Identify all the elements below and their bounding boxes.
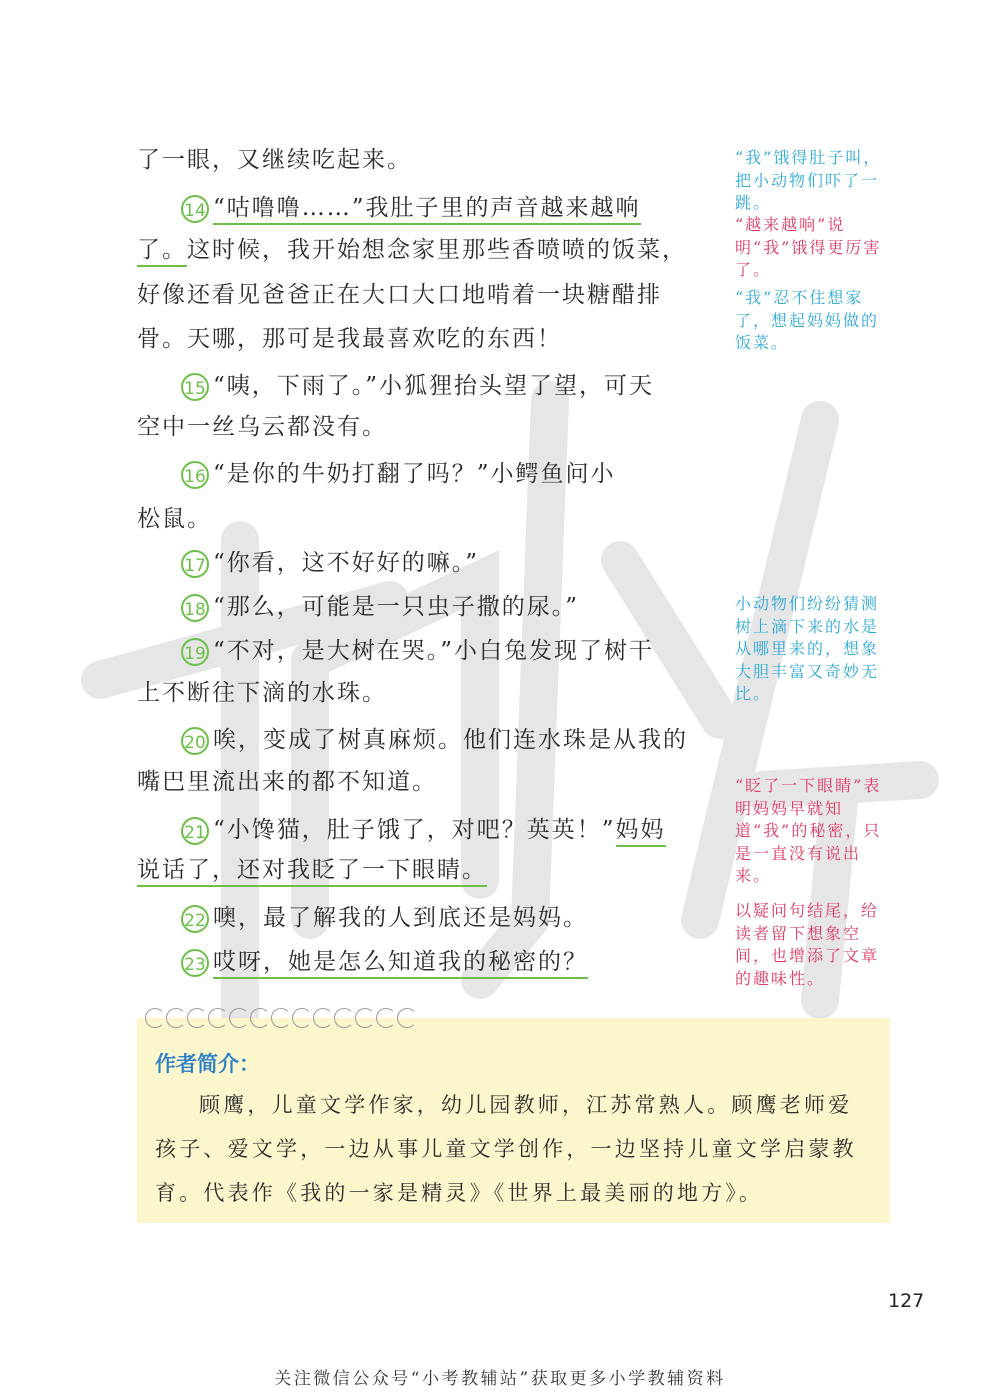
paragraph-number: 17 xyxy=(181,550,209,578)
paragraph-19-line-2: 上不断往下滴的水珠。 xyxy=(137,680,387,706)
paragraph-15-line-1 xyxy=(181,371,654,401)
underlined-text: 哎呀，她是怎么知道我的秘密的？ xyxy=(213,949,588,979)
margin-note-2: “越来越响”说明“我”饿得更厉害了。 xyxy=(735,215,882,279)
author-intro-line-1: 顾鹰，儿童文学作家，幼儿园教师，江苏常熟人。顾鹰老师爱 xyxy=(199,1093,853,1117)
paragraph-15-line-2: 空中一丝乌云都没有。 xyxy=(137,414,387,440)
page-number: 127 xyxy=(888,1290,925,1312)
margin-note-4: 小动物们纷纷猜测树上滴下来的水是从哪里来的，想象大胆丰富又奇妙无比。 xyxy=(735,594,880,703)
text: 这时候，我开始想念家里那些香喷喷的饭菜， xyxy=(187,237,687,263)
underlined-text: 了。 xyxy=(137,237,187,267)
paragraph-19-line-1 xyxy=(181,636,654,666)
text: 噢，最了解我的人到底还是妈妈。 xyxy=(213,905,588,931)
paragraph-14-line-4: 骨。天哪，那可是我最喜欢吃的东西！ xyxy=(137,326,562,352)
paragraph-number: 16 xyxy=(181,461,209,489)
paragraph-number: 21 xyxy=(181,817,209,845)
text: “咦，下雨了。”小狐狸抬头望了望，可天 xyxy=(213,373,655,399)
text: “你看，这不好好的嘛。” xyxy=(213,550,480,576)
author-intro-line-3: 育。代表作《我的一家是精灵》《世界上最美丽的地方》。 xyxy=(155,1181,764,1205)
paragraph-14-line-3: 好像还看见爸爸正在大口大口地啃着一块糖醋排 xyxy=(137,282,662,308)
underlined-text: “咕噜噜……”我肚子里的声音越来越响 xyxy=(213,195,641,225)
paragraph-13-line: 了一眼，又继续吃起来。 xyxy=(137,147,412,173)
text: “小馋猫，肚子饿了，对吧？英英！” xyxy=(213,817,616,843)
paragraph-20-line-1 xyxy=(181,725,688,755)
paragraph-16-line-2: 松鼠。 xyxy=(137,506,212,532)
paragraph-number: 20 xyxy=(181,727,209,755)
margin-note-1: “我”饿得肚子叫，把小动物们吓了一跳。 xyxy=(735,148,882,212)
paragraph-17-line xyxy=(181,548,479,578)
margin-note-3: “我”忍不住想家了，想起妈妈做的饭菜。 xyxy=(735,288,880,352)
paragraph-number: 22 xyxy=(181,905,209,933)
paragraph-23-line xyxy=(181,947,588,977)
text: “是你的牛奶打翻了吗？”小鳄鱼问小 xyxy=(213,461,616,487)
underlined-text: 说话了，还对我眨了一下眼睛。 xyxy=(137,857,487,887)
paragraph-21-line-1 xyxy=(181,815,666,845)
paragraph-number: 18 xyxy=(181,594,209,622)
paragraph-14-line-1 xyxy=(181,193,641,223)
paragraph-16-line-1 xyxy=(181,459,616,489)
author-intro-line-2: 孩子、爱文学，一边从事儿童文学创作，一边坚持儿童文学启蒙教 xyxy=(155,1137,857,1161)
text: “不对，是大树在哭。”小白兔发现了树干 xyxy=(213,638,655,664)
margin-note-5: “眨了一下眼睛”表明妈妈早就知道“我”的秘密，只是一直没有说出来。 xyxy=(735,776,882,885)
paragraph-number: 19 xyxy=(181,638,209,666)
paragraph-20-line-2: 嘴巴里流出来的都不知道。 xyxy=(137,769,437,795)
paragraph-18-line xyxy=(181,592,579,622)
underlined-text: 妈妈 xyxy=(616,817,666,847)
paragraph-21-line-2 xyxy=(137,855,487,885)
decorative-rings xyxy=(145,1008,417,1032)
footer-note: 关注微信公众号“小考教辅站”获取更多小学教辅资料 xyxy=(274,1369,726,1389)
paragraph-number: 14 xyxy=(181,195,209,223)
paragraph-14-line-2 xyxy=(137,235,687,265)
paragraph-number: 15 xyxy=(181,373,209,401)
margin-note-6: 以疑问句结尾，给读者留下想象空间，也增添了文章的趣味性。 xyxy=(735,901,880,988)
paragraph-22-line xyxy=(181,903,588,933)
paragraph-number: 23 xyxy=(181,949,209,977)
text: “那么，可能是一只虫子撒的尿。” xyxy=(213,594,580,620)
author-intro-title: 作者简介： xyxy=(155,1052,260,1076)
text: 唉，变成了树真麻烦。他们连水珠是从我的 xyxy=(213,727,688,753)
